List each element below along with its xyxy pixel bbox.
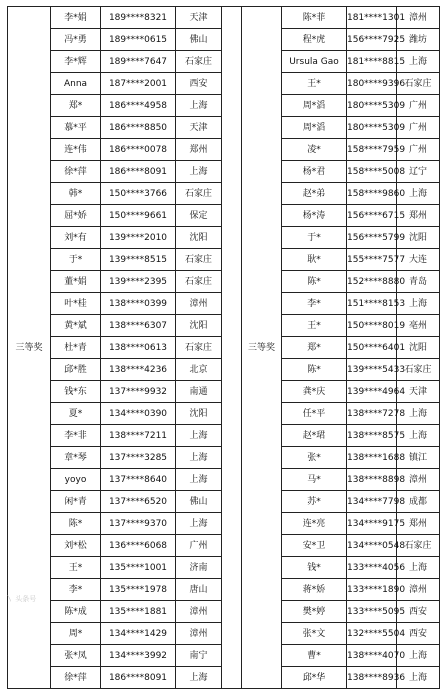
right-name-cell: 耿* xyxy=(282,249,347,271)
right-phone-cell: 132****5504 xyxy=(347,623,397,645)
right-name-cell: 苏* xyxy=(282,491,347,513)
right-name-cell: 安*卫 xyxy=(282,535,347,557)
right-city-cell: 上海 xyxy=(397,183,440,205)
left-phone-cell: 138****6307 xyxy=(101,315,176,337)
left-phone-cell: 139****2395 xyxy=(101,271,176,293)
left-city-cell: 上海 xyxy=(176,425,222,447)
left-name-cell: 慕*平 xyxy=(51,117,101,139)
right-phone-cell: 138****8936 xyxy=(347,667,397,689)
right-city-cell: 西安 xyxy=(397,601,440,623)
right-phone-cell: 138****8575 xyxy=(347,425,397,447)
left-city-cell: 石家庄 xyxy=(176,249,222,271)
left-name-cell: 钱*东 xyxy=(51,381,101,403)
right-name-cell: 陈*菲 xyxy=(282,7,347,29)
right-phone-cell: 138****4070 xyxy=(347,645,397,667)
right-phone-cell: 134****9175 xyxy=(347,513,397,535)
left-city-cell: 上海 xyxy=(176,513,222,535)
right-phone-cell: 180****5309 xyxy=(347,117,397,139)
right-city-cell: 广州 xyxy=(397,117,440,139)
left-phone-cell: 186****8091 xyxy=(101,667,176,689)
left-phone-cell: 137****9932 xyxy=(101,381,176,403)
left-name-cell: 于* xyxy=(51,249,101,271)
left-city-cell: 漳州 xyxy=(176,601,222,623)
right-city-cell: 石家庄 xyxy=(397,73,440,95)
right-name-cell: 王* xyxy=(282,73,347,95)
left-name-cell: Anna xyxy=(51,73,101,95)
right-name-cell: 程*虎 xyxy=(282,29,347,51)
right-name-cell: 蒋*娇 xyxy=(282,579,347,601)
right-city-cell: 沈阳 xyxy=(397,337,440,359)
right-city-cell: 青岛 xyxy=(397,271,440,293)
right-city-cell: 大连 xyxy=(397,249,440,271)
left-phone-cell: 186****8091 xyxy=(101,161,176,183)
right-name-cell: 李* xyxy=(282,293,347,315)
left-city-cell: 沈阳 xyxy=(176,227,222,249)
left-phone-cell: 138****0613 xyxy=(101,337,176,359)
left-city-cell: 上海 xyxy=(176,161,222,183)
right-city-cell: 上海 xyxy=(397,645,440,667)
left-city-cell: 石家庄 xyxy=(176,271,222,293)
left-name-cell: 徐*萍 xyxy=(51,161,101,183)
right-city-cell: 上海 xyxy=(397,403,440,425)
left-phone-cell: 137****6520 xyxy=(101,491,176,513)
right-name-cell: 杨*涛 xyxy=(282,205,347,227)
right-name-cell: 陈* xyxy=(282,359,347,381)
right-name-cell: 钱* xyxy=(282,557,347,579)
right-phone-cell: 180****9396 xyxy=(347,73,397,95)
left-phone-cell: 137****3285 xyxy=(101,447,176,469)
right-category-cell: 三等奖 xyxy=(242,7,282,689)
right-phone-cell: 158****5008 xyxy=(347,161,397,183)
left-city-cell: 上海 xyxy=(176,469,222,491)
left-phone-cell: 138****7211 xyxy=(101,425,176,447)
right-name-cell: 赵*弟 xyxy=(282,183,347,205)
right-phone-cell: 181****8815 xyxy=(347,51,397,73)
right-name-cell: 陈* xyxy=(282,271,347,293)
column-gap xyxy=(222,7,242,689)
left-name-cell: 李*辉 xyxy=(51,51,101,73)
right-city-cell: 西安 xyxy=(397,623,440,645)
left-name-cell: 夏* xyxy=(51,403,101,425)
left-phone-cell: 136****6068 xyxy=(101,535,176,557)
left-name-cell: 王* xyxy=(51,557,101,579)
right-phone-cell: 134****0548 xyxy=(347,535,397,557)
left-phone-cell: 138****0399 xyxy=(101,293,176,315)
left-name-cell: 韩* xyxy=(51,183,101,205)
left-name-cell: 章*琴 xyxy=(51,447,101,469)
right-city-cell: 上海 xyxy=(397,51,440,73)
right-city-cell: 成都 xyxy=(397,491,440,513)
winners-table xyxy=(7,6,440,689)
left-phone-cell: 134****3992 xyxy=(101,645,176,667)
right-phone-cell: 138****1688 xyxy=(347,447,397,469)
table-row xyxy=(8,7,440,29)
left-phone-cell: 186****4958 xyxy=(101,95,176,117)
right-phone-cell: 152****8880 xyxy=(347,271,397,293)
right-city-cell: 漳州 xyxy=(397,469,440,491)
left-city-cell: 上海 xyxy=(176,667,222,689)
right-city-cell: 潍坊 xyxy=(397,29,440,51)
left-phone-cell: 139****2010 xyxy=(101,227,176,249)
right-phone-cell: 134****7798 xyxy=(347,491,397,513)
right-name-cell: Ursula Gao xyxy=(282,51,347,73)
left-city-cell: 沈阳 xyxy=(176,403,222,425)
left-name-cell: 闲*青 xyxy=(51,491,101,513)
left-city-cell: 广州 xyxy=(176,535,222,557)
left-city-cell: 天津 xyxy=(176,7,222,29)
right-phone-cell: 139****5433 xyxy=(347,359,397,381)
left-name-cell: 邱*胜 xyxy=(51,359,101,381)
right-city-cell: 天津 xyxy=(397,381,440,403)
prize-list-sheet xyxy=(7,6,439,683)
left-name-cell: 屈*娇 xyxy=(51,205,101,227)
left-name-cell: 刘*松 xyxy=(51,535,101,557)
right-name-cell: 任*平 xyxy=(282,403,347,425)
right-city-cell: 镇江 xyxy=(397,447,440,469)
right-city-cell: 漳州 xyxy=(397,579,440,601)
right-city-cell: 上海 xyxy=(397,425,440,447)
right-city-cell: 上海 xyxy=(397,667,440,689)
right-name-cell: 邱*华 xyxy=(282,667,347,689)
right-name-cell: 曹* xyxy=(282,645,347,667)
left-phone-cell: 187****2001 xyxy=(101,73,176,95)
right-phone-cell: 155****7577 xyxy=(347,249,397,271)
left-city-cell: 石家庄 xyxy=(176,183,222,205)
right-name-cell: 于* xyxy=(282,227,347,249)
right-phone-cell: 133****4056 xyxy=(347,557,397,579)
left-phone-cell: 139****8515 xyxy=(101,249,176,271)
left-city-cell: 佛山 xyxy=(176,491,222,513)
right-phone-cell: 151****8153 xyxy=(347,293,397,315)
left-phone-cell: 137****8640 xyxy=(101,469,176,491)
left-phone-cell: 138****4236 xyxy=(101,359,176,381)
right-city-cell: 广州 xyxy=(397,139,440,161)
left-city-cell: 沈阳 xyxy=(176,315,222,337)
left-name-cell: 张*凤 xyxy=(51,645,101,667)
right-phone-cell: 133****1890 xyxy=(347,579,397,601)
left-phone-cell: 135****1001 xyxy=(101,557,176,579)
left-name-cell: yoyo xyxy=(51,469,101,491)
right-phone-cell: 138****7278 xyxy=(347,403,397,425)
right-city-cell: 亳州 xyxy=(397,315,440,337)
right-phone-cell: 158****7959 xyxy=(347,139,397,161)
right-name-cell: 龚*庆 xyxy=(282,381,347,403)
left-city-cell: 保定 xyxy=(176,205,222,227)
right-name-cell: 樊*婷 xyxy=(282,601,347,623)
right-name-cell: 郑* xyxy=(282,337,347,359)
left-city-cell: 唐山 xyxy=(176,579,222,601)
right-city-cell: 上海 xyxy=(397,293,440,315)
left-phone-cell: 189****0615 xyxy=(101,29,176,51)
left-phone-cell: 137****9370 xyxy=(101,513,176,535)
right-name-cell: 凌* xyxy=(282,139,347,161)
left-phone-cell: 135****1881 xyxy=(101,601,176,623)
left-phone-cell: 150****9661 xyxy=(101,205,176,227)
left-city-cell: 北京 xyxy=(176,359,222,381)
left-name-cell: 董*娟 xyxy=(51,271,101,293)
right-phone-cell: 156****5799 xyxy=(347,227,397,249)
left-phone-cell: 134****1429 xyxy=(101,623,176,645)
right-city-cell: 石家庄 xyxy=(397,359,440,381)
right-phone-cell: 139****4964 xyxy=(347,381,397,403)
right-phone-cell: 156****7925 xyxy=(347,29,397,51)
left-name-cell: 杜*青 xyxy=(51,337,101,359)
left-category-cell: 三等奖 xyxy=(8,7,51,689)
left-city-cell: 漳州 xyxy=(176,623,222,645)
right-phone-cell: 158****9860 xyxy=(347,183,397,205)
right-name-cell: 周*滔 xyxy=(282,117,347,139)
right-name-cell: 连*亮 xyxy=(282,513,347,535)
right-name-cell: 张*文 xyxy=(282,623,347,645)
left-name-cell: 冯*勇 xyxy=(51,29,101,51)
right-name-cell: 赵*珺 xyxy=(282,425,347,447)
right-phone-cell: 181****1301 xyxy=(347,7,397,29)
right-city-cell: 辽宁 xyxy=(397,161,440,183)
left-name-cell: 叶*桂 xyxy=(51,293,101,315)
left-name-cell: 陈* xyxy=(51,513,101,535)
left-city-cell: 上海 xyxy=(176,447,222,469)
left-name-cell: 陈*成 xyxy=(51,601,101,623)
left-phone-cell: 134****0390 xyxy=(101,403,176,425)
left-phone-cell: 189****8321 xyxy=(101,7,176,29)
right-phone-cell: 133****5095 xyxy=(347,601,397,623)
left-name-cell: 周* xyxy=(51,623,101,645)
left-name-cell: 刘*有 xyxy=(51,227,101,249)
left-name-cell: 李*娟 xyxy=(51,7,101,29)
left-name-cell: 徐*萍 xyxy=(51,667,101,689)
left-phone-cell: 186****0078 xyxy=(101,139,176,161)
left-phone-cell: 189****7647 xyxy=(101,51,176,73)
left-name-cell: 李*非 xyxy=(51,425,101,447)
left-name-cell: 黄*斌 xyxy=(51,315,101,337)
left-city-cell: 佛山 xyxy=(176,29,222,51)
left-name-cell: 李* xyxy=(51,579,101,601)
left-city-cell: 南宁 xyxy=(176,645,222,667)
watermark: 〵 头条号 xyxy=(6,595,37,603)
left-city-cell: 西安 xyxy=(176,73,222,95)
left-city-cell: 上海 xyxy=(176,95,222,117)
right-city-cell: 石家庄 xyxy=(397,535,440,557)
left-city-cell: 石家庄 xyxy=(176,51,222,73)
right-city-cell: 漳州 xyxy=(397,7,440,29)
left-city-cell: 南通 xyxy=(176,381,222,403)
right-name-cell: 周*滔 xyxy=(282,95,347,117)
right-city-cell: 郑州 xyxy=(397,205,440,227)
left-phone-cell: 135****1978 xyxy=(101,579,176,601)
left-city-cell: 漳州 xyxy=(176,293,222,315)
right-phone-cell: 150****6401 xyxy=(347,337,397,359)
right-name-cell: 杨*君 xyxy=(282,161,347,183)
left-city-cell: 石家庄 xyxy=(176,337,222,359)
left-city-cell: 济南 xyxy=(176,557,222,579)
right-name-cell: 张* xyxy=(282,447,347,469)
left-phone-cell: 186****8850 xyxy=(101,117,176,139)
right-phone-cell: 138****8898 xyxy=(347,469,397,491)
right-name-cell: 王* xyxy=(282,315,347,337)
left-name-cell: 郑* xyxy=(51,95,101,117)
right-city-cell: 沈阳 xyxy=(397,227,440,249)
left-phone-cell: 150****3766 xyxy=(101,183,176,205)
right-phone-cell: 156****6715 xyxy=(347,205,397,227)
right-city-cell: 郑州 xyxy=(397,513,440,535)
right-phone-cell: 180****5309 xyxy=(347,95,397,117)
right-city-cell: 上海 xyxy=(397,557,440,579)
right-city-cell: 广州 xyxy=(397,95,440,117)
right-name-cell: 马* xyxy=(282,469,347,491)
left-name-cell: 连*伟 xyxy=(51,139,101,161)
left-city-cell: 郑州 xyxy=(176,139,222,161)
left-city-cell: 天津 xyxy=(176,117,222,139)
right-phone-cell: 150****8019 xyxy=(347,315,397,337)
